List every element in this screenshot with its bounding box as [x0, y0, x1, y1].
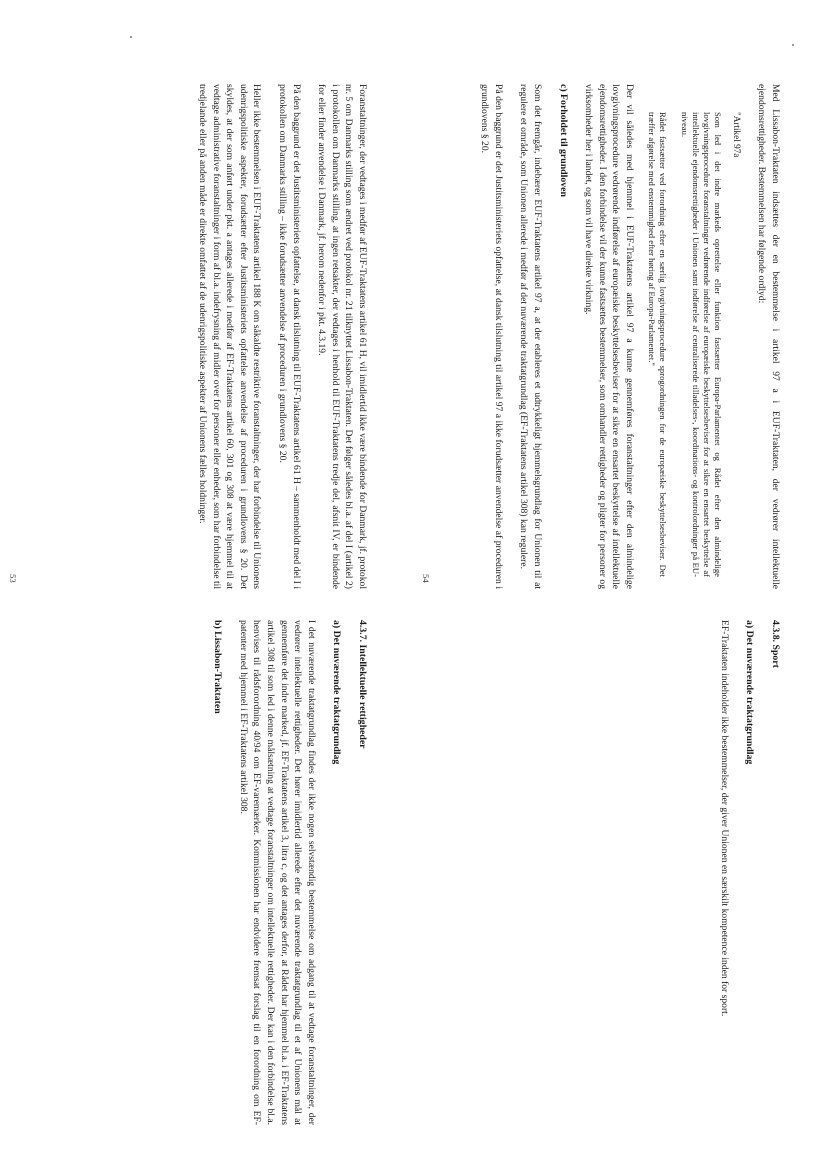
- paragraph: EF-Traktaten indeholder ikke bestemmelser, der giver Unionen en særskilt kompetence inden for sport.: [718, 620, 730, 1017]
- section-heading: 4.3.7. Intellektuelle rettigheder: [357, 620, 368, 749]
- page-number: 54: [421, 574, 431, 583]
- left-column: [183, 84, 369, 589]
- quote-paragraph: Som led i det indre markeds oprettelse eller funktion fastsætter Europa-Parlamentet og Rådet efter den almindelige lovgivningsprocedure foranstaltninger vedrørende indførelse af europæiske beskyttelsesbeviser for at sikre en ensartet beskyttelse af intellektuelle ejendomsrettigheder i Unionen samt indførelse af centraliserede tilladelses-, koordinations- og kontrolordninger på EU-niveau.: [679, 112, 724, 577]
- paragraph: Heller ikke bestemmelsen i EUF-Traktatens artikel 188 K om såkaldte restriktive foranstaltninger, der har forbindelse til Unionens udenrigspolitiske aspekter, forudsætter efter Justitsministeriets opfattelse anvendelse af proceduren i grundlovens § 20. Det skyldes, at der som anført under pkt. a antages allerede i medfør af EF-Traktatens artikel 60, 301 og 308 at være hjemmel til at vedtage administrative foranstaltninger i form af bl.a. indefrysning af midler over for personer eller enheder, som har forbindelse til tredjelande eller på anden måde er direkte omfattet af de udenrigspolitiske aspekter af Unionens fælles holdninger.: [197, 84, 263, 589]
- subsection-heading: a) Det nuværende traktatgrundlag: [331, 620, 343, 765]
- quote-paragraph: Rådet fastsætter ved forordning efter en særlig lovgivningsprocedure sprogordningen for de europæiske beskyttelsesbeviser. Det træffer afgørelse med enstemmighed efter høring af Europa-Parlamentet.": [647, 112, 669, 577]
- page-number: 53: [8, 574, 18, 583]
- right-column: [199, 620, 369, 1125]
- scan-speck: [792, 44, 794, 46]
- paragraph: Med Lissabon-Traktaten indsættes der en bestemmelse i artikel 97 a i EUF-Traktaten, der vedrører intellektuelle ejendomsrettigheder. Bestemmelsen har følgende ordlyd:: [756, 84, 781, 589]
- paragraph: På den baggrund er det Justitsministeriets opfattelse, at dansk tilslutning til EUF-Traktatens artikel 61 H – sammenholdt med del I i protokollen om Danmarks stilling – ikke forudsætter anvendelse af proceduren i grundlovens § 20.: [277, 84, 302, 589]
- subsection-heading: a) Det nuværende traktatgrundlag: [744, 620, 756, 765]
- quote-heading: "Artikel 97a: [731, 112, 742, 158]
- paragraph: Der vil således med hjemmel i EUF-Traktatens artikel 97 a kunne gennemføres foranstaltninger efter den almindelige lovgivningsprocedure vedrørende indførelse af europæiske beskyttelsesbeviser for at sikre en ensartet beskyttelse af intellektuelle ejendomsrettigheder. I den forbindelse vil der kunne fastsættes bestemmelser, som omhandler rettigheder og pligter for personer og virksomheder her i landet, og som vil have direkte virkning.: [583, 84, 635, 589]
- paragraph: Foranstaltninger, der vedtages i medfør af EUF-Traktatens artikel 61 H, vil imidlertid ikke være bindende for Danmark, jf. protokol nr. 5 om Danmarks stilling som ændret ved protokol nr. 21 tilknyttet Lissabon-Traktaten. Det følger således bl.a. af del I (artikel 2) i protokollen om Danmarks stilling, at ingen retsakter, der vedtages i henhold til EUF-Traktatens tredje del, afsnit IV, er bindende for eller finder anvendelse i Danmark, jf. herom nedenfor i pkt. 4.3.19.: [316, 84, 368, 589]
- subsection-heading: b) Lissabon-Traktaten: [212, 620, 224, 714]
- document-page-54: [413, 0, 826, 1169]
- paragraph: På den baggrund er det Justitsministeriets opfattelse, at dansk tilslutning til artikel 97 a ikke forudsætter anvendelse af proceduren i grundlovens § 20.: [479, 84, 504, 589]
- left-column: [466, 84, 782, 589]
- scan-speck: [130, 36, 132, 38]
- paragraph: Som det fremgår, indebærer EUF-Traktatens artikel 97 a, at der etableres et udtrykkeligt hjemmelsgrundlag for Unionen til at regulere et område, som Unionen allerede i medfør af det nuværende traktatgrundlag (EF-Traktatens artikel 308) kan regulere.: [518, 84, 544, 589]
- paragraph: I det nuværende traktatgrundlag findes der ikke nogen selvstændig bestemmelse om adgang til at vedtage foranstaltninger, der vedrører intellektuelle rettigheder. Det hører imidlertid allerede efter det nuværende traktatgrundlag til et af Unionens mål at gennemføre det indre marked, jf. EF-Traktatens artikel 3, litra c, og det antages derfor, at Rådet har hjemmel bl.a. i EF-Traktatens artikel 308 til som led i denne målsætning at vedtage foranstaltninger om intellektuelle rettigheder. Der kan i den forbindelse bl.a. henvises til rådsforordning 40/94 om EF-varemærker. Kommissionen har endvidere fremsat forslag til en forordning om EF-patenter med hjemmel i EF-Traktatens artikel 308.: [237, 620, 317, 1125]
- section-heading: 4.3.8. Sport: [770, 620, 781, 668]
- subsection-heading: c) Forholdet til grundloven: [557, 84, 569, 197]
- right-column: [705, 620, 782, 1125]
